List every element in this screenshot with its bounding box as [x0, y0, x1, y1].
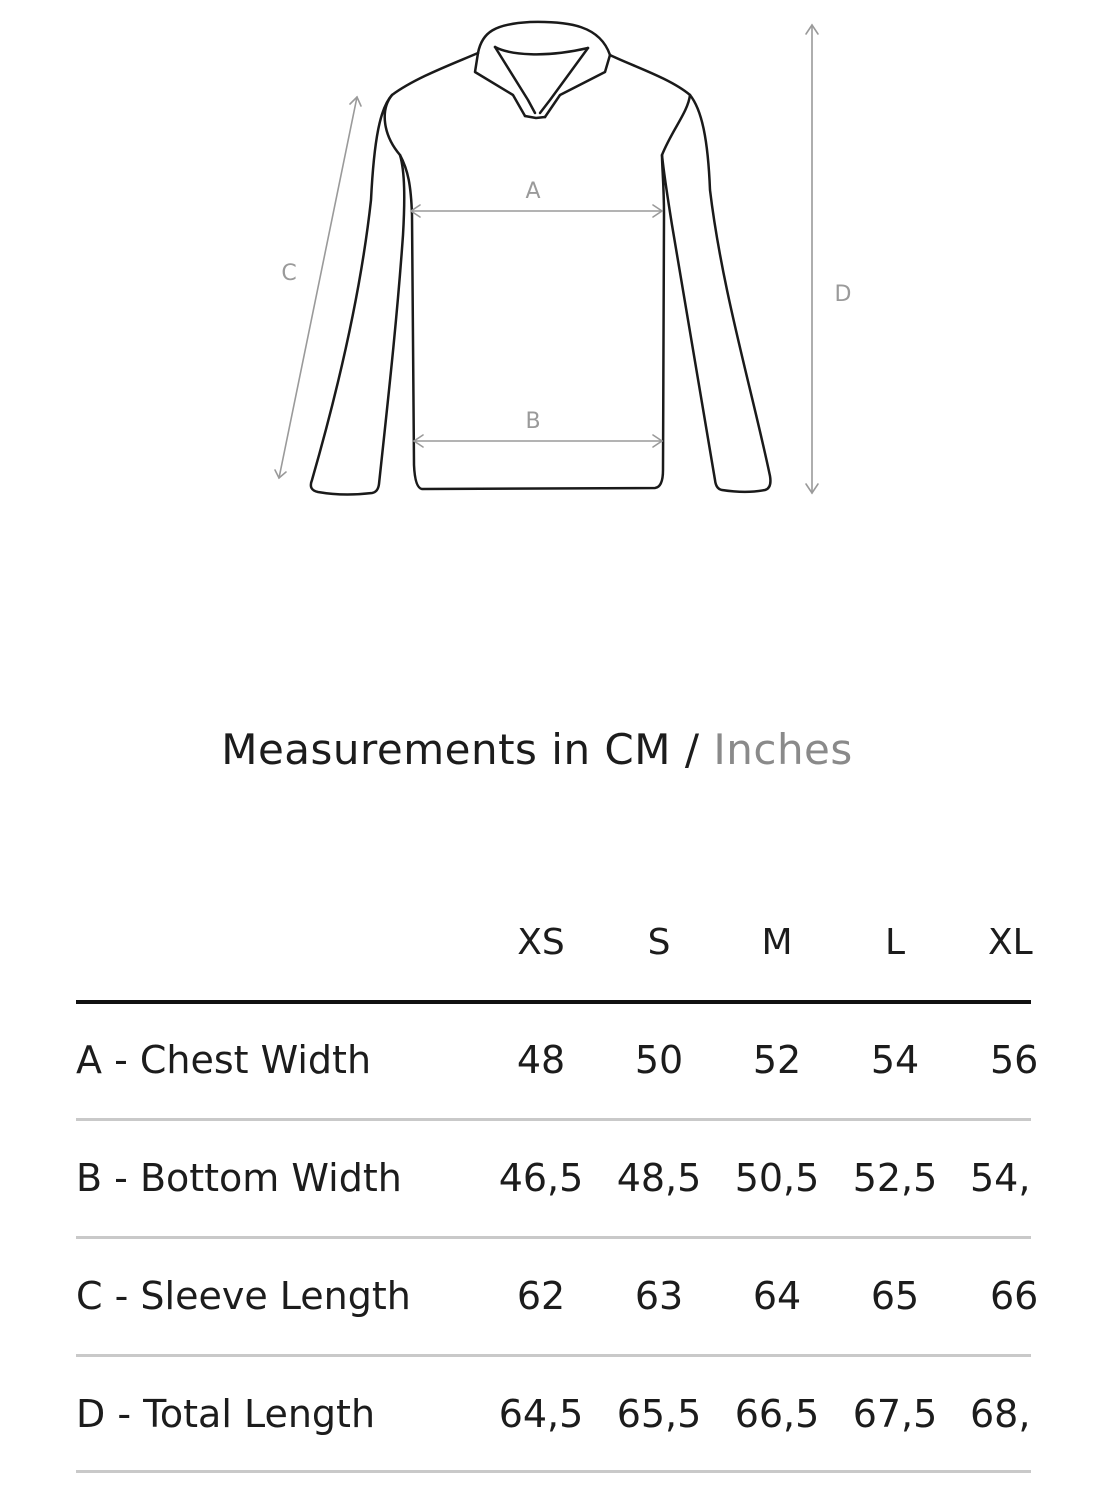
table-cell: 66,5: [734, 1392, 820, 1436]
table-cell: 52: [752, 1038, 802, 1082]
unit-primary[interactable]: Measurements in CM /: [221, 725, 700, 774]
size-header-s: S: [647, 922, 671, 963]
table-cell: 62: [516, 1274, 566, 1318]
row-divider: [76, 1236, 1031, 1239]
table-cell: 48: [516, 1038, 566, 1082]
row-divider: [76, 1354, 1031, 1357]
header-divider: [76, 1000, 1031, 1004]
table-cell: 56: [990, 1038, 1039, 1082]
table-cell: 65: [870, 1274, 920, 1318]
table-cell: 52,5: [852, 1156, 938, 1200]
table-cell: 50: [634, 1038, 684, 1082]
row-label-sleeve-length: C - Sleeve Length: [76, 1274, 411, 1318]
table-cell: 65,5: [616, 1392, 702, 1436]
row-divider: [76, 1470, 1031, 1473]
dimension-label-a: A: [525, 179, 541, 204]
row-label-chest-width: A - Chest Width: [76, 1038, 372, 1082]
table-cell: 46,5: [498, 1156, 584, 1200]
size-header-xs: XS: [517, 922, 565, 963]
row-label-total-length: D - Total Length: [76, 1392, 376, 1436]
table-cell: 54: [870, 1038, 920, 1082]
table-cell: 48,5: [616, 1156, 702, 1200]
table-cell: 67,5: [852, 1392, 938, 1436]
size-header-xl: XL: [988, 922, 1033, 963]
size-header-m: M: [761, 922, 793, 963]
unit-secondary-toggle[interactable]: Inches: [713, 725, 853, 774]
table-cell: 63: [634, 1274, 684, 1318]
table-cell: 64,5: [498, 1392, 584, 1436]
table-cell: 50,5: [734, 1156, 820, 1200]
table-cell: 64: [752, 1274, 802, 1318]
dimension-label-d: D: [834, 282, 852, 307]
dimension-label-b: B: [525, 409, 541, 434]
dimension-label-c: C: [281, 261, 297, 286]
size-header-l: L: [884, 922, 906, 963]
table-cell: 54,: [970, 1156, 1031, 1200]
row-divider: [76, 1118, 1031, 1121]
table-cell: 68,: [970, 1392, 1031, 1436]
table-cell: 66: [990, 1274, 1039, 1318]
row-label-bottom-width: B - Bottom Width: [76, 1156, 402, 1200]
